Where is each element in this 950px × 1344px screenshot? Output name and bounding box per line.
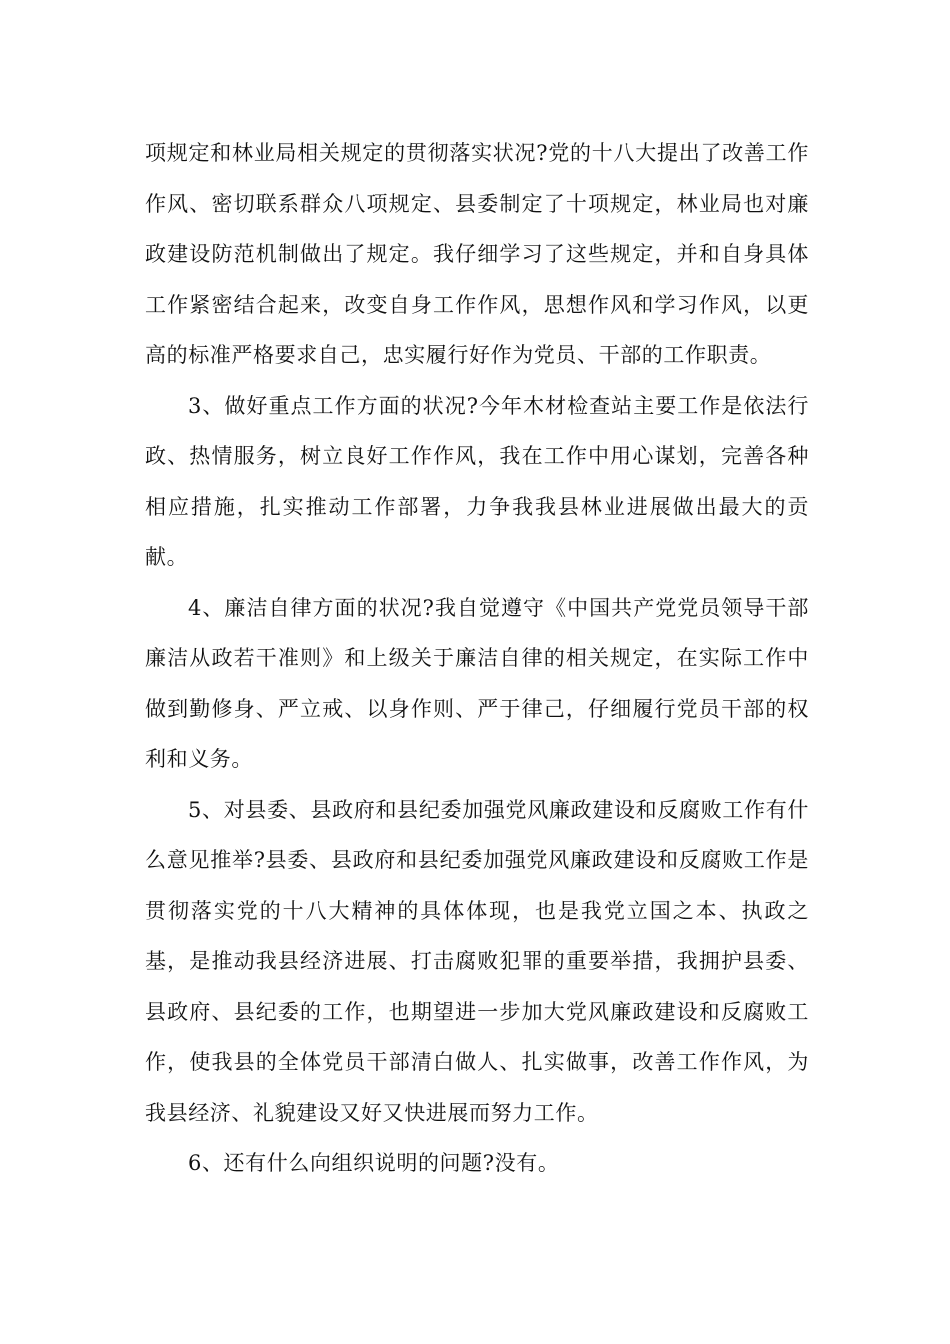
paragraph-item-6: 6、还有什么向组织说明的问题?没有。 — [188, 1151, 560, 1175]
paragraph-item-4: 4、廉洁自律方面的状况?我自觉遵守《中国共产党党员领导干部廉洁从政若干准则》和上级关于廉洁自律的相关规定，在实际工作中做到勤修身、严立戒、以身作则、严于律己，仔细履行党员干部的权利和义务。 — [145, 595, 809, 771]
paragraph-continuation: 项规定和林业局相关规定的贯彻落实状况?党的十八大提出了改善工作作风、密切联系群众八项规定、县委制定了十项规定，林业局也对廉政建设防范机制做出了规定。我仔细学习了这些规定，并和自身具体工作紧密结合起来，改变自身工作作风，思想作风和学习作风，以更高的标准严格要求自己，忠实履行好作为党员、干部的工作职责。 — [145, 141, 809, 367]
paragraph-item-5: 5、对县委、县政府和县纪委加强党风廉政建设和反腐败工作有什么意见推举?县委、县政府和县纪委加强党风廉政建设和反腐败工作是贯彻落实党的十八大精神的具体体现，也是我党立国之本、执政之基，是推动我县经济进展、打击腐败犯罪的重要举措，我拥护县委、县政府、县纪委的工作，也期望进一步加大党风廉政建设和反腐败工作，使我县的全体党员干部清白做人、扎实做事，改善工作作风，为我县经济、礼貌建设又好又快进展而努力工作。 — [145, 797, 809, 1125]
document-body — [145, 128, 809, 1189]
paragraph-item-3: 3、做好重点工作方面的状况?今年木材检查站主要工作是依法行政、热情服务，树立良好工作作风，我在工作中用心谋划，完善各种相应措施，扎实推动工作部署，力争我我县林业进展做出最大的贡献。 — [145, 393, 809, 569]
